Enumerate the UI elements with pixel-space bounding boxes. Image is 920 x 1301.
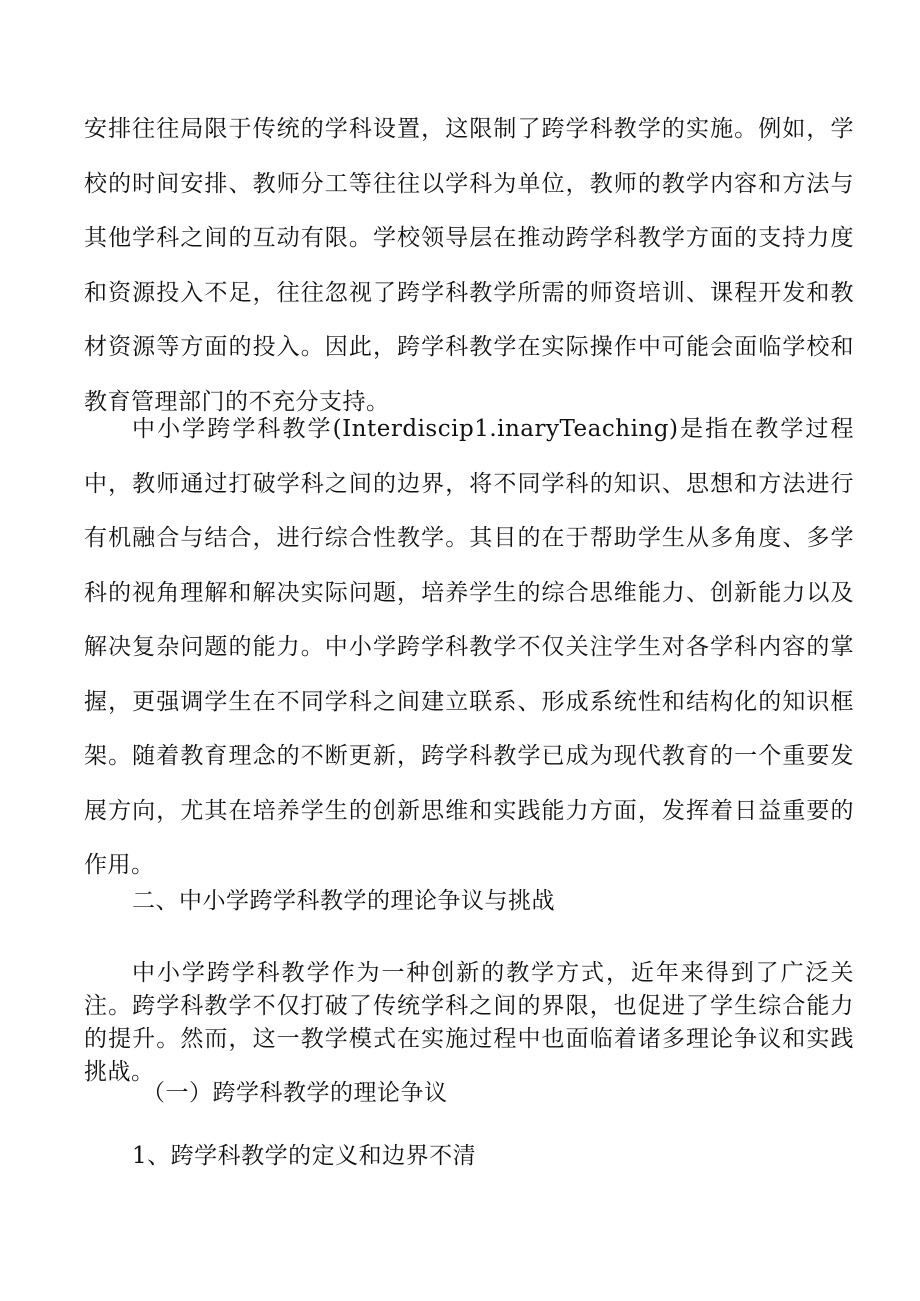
item-heading-1: 1、跨学科教学的定义和边界不清	[132, 1143, 477, 1169]
body-paragraph-1: 安排往往局限于传统的学科设置，这限制了跨学科教学的实施。例如，学校的时间安排、教师分工等往往以学科为单位，教师的教学内容和方法与其他学科之间的互动有限。学校领导层在推动跨学科教学方面的支持力度和资源投入不足，往往忽视了跨学科教学所需的师资培训、课程开发和教材资源等方面的投入。因此，跨学科教学在实际操作中可能会面临学校和教育管理部门的不充分支持。	[84, 116, 854, 415]
body-paragraph-2: 中小学跨学科教学(Interdiscip1.inaryTeaching)是指在教学过程中，教师通过打破学科之间的边界，将不同学科的知识、思想和方法进行有机融合与结合，进行综合性教学。其目的在于帮助学生从多角度、多学科的视角理解和解决实际问题，培养学生的综合思维能力、创新能力以及解决复杂问题的能力。中小学跨学科教学不仅关注学生对各学科内容的掌握，更强调学生在不同学科之间建立联系、形成系统性和结构化的知识框架。随着教育理念的不断更新，跨学科教学已成为现代教育的一个重要发展方向，尤其在培养学生的创新思维和实践能力方面，发挥着日益重要的作用。	[84, 416, 854, 878]
body-paragraph-3: 中小学跨学科教学作为一种创新的教学方式，近年来得到了广泛关注。跨学科教学不仅打破了传统学科之间的界限，也促进了学生综合能力的提升。然而，这一教学模式在实施过程中也面临着诸多理论争议和实践挑战。	[84, 960, 854, 1085]
section-heading-2: 二、中小学跨学科教学的理论争议与挑战	[132, 888, 555, 914]
subsection-heading-1: （一）跨学科教学的理论争议	[142, 1080, 448, 1106]
